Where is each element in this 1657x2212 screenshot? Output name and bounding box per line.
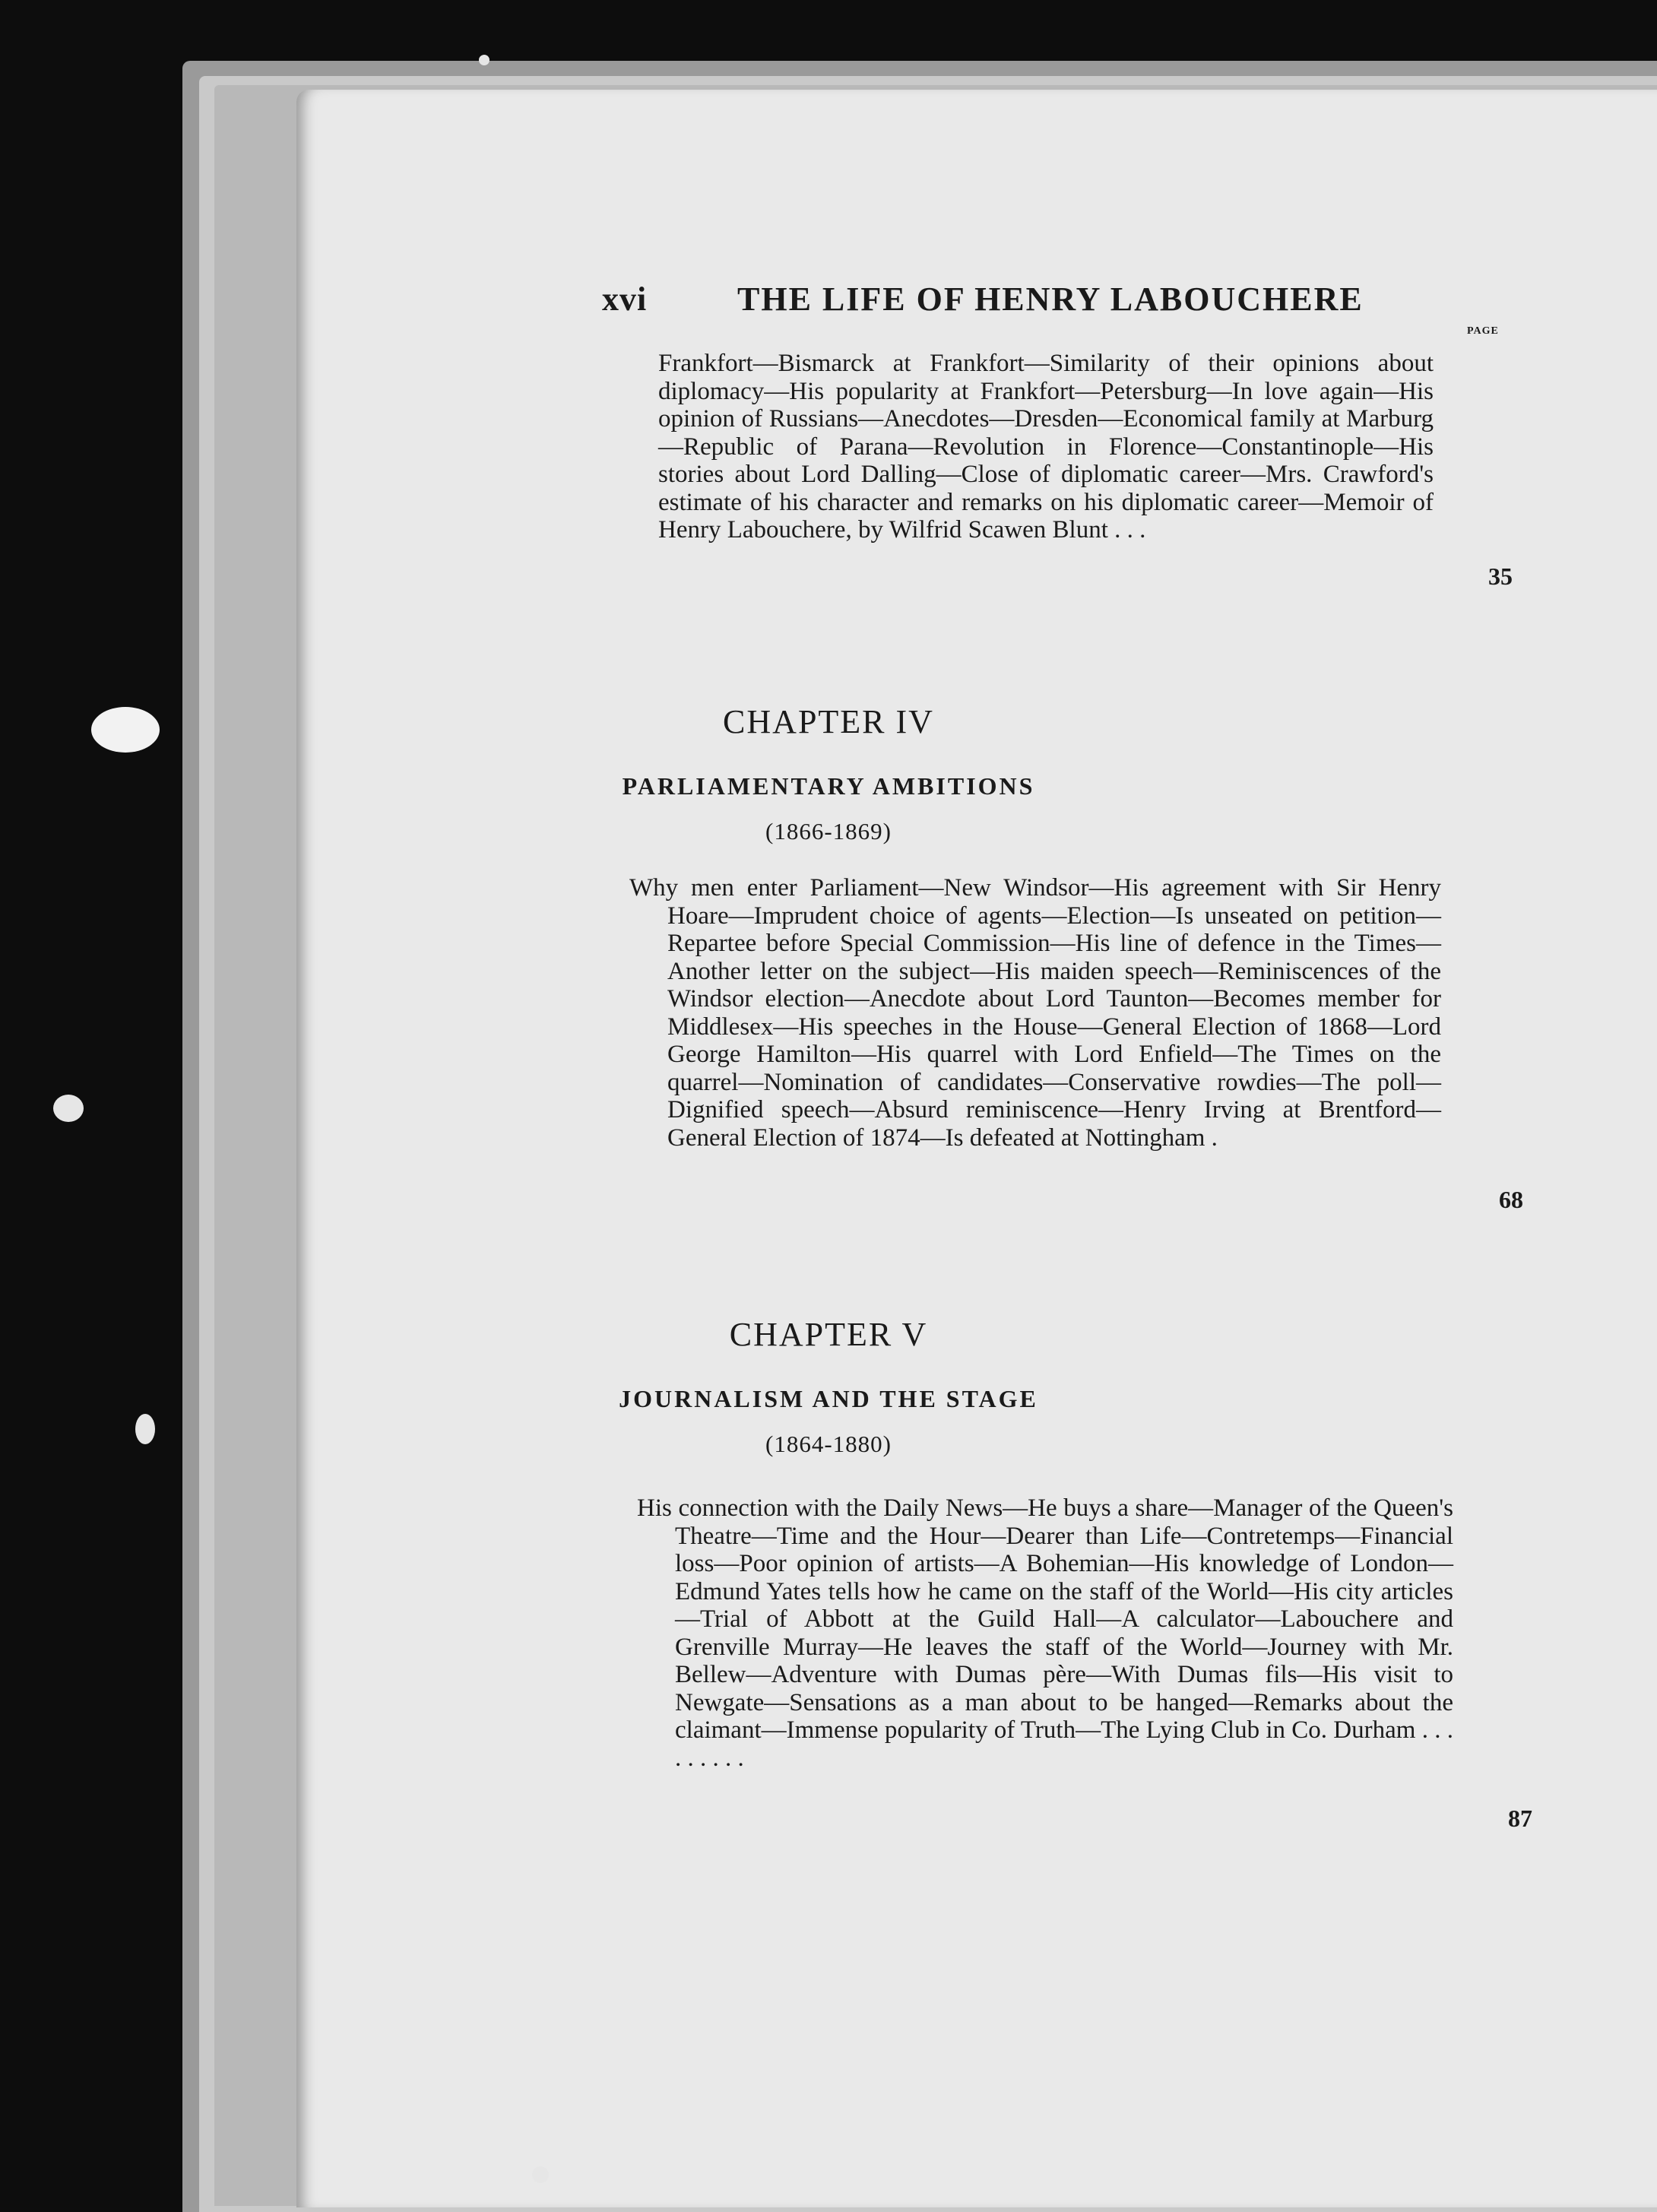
chapter-summary-text: Why men enter Parliament—New Windsor—His agreement with Sir Henry Hoare—Imprudent choice of agents—Election—Is unseated on petition—Repartee before Special Commission—His line of defence in the Times—Another letter on the subject—His maiden speech—Reminiscences of the Windsor election—Anecdote about Lord Taunton—Becomes member for Middlesex—His speeches in the House—General Election of 1868—Lord George Hamilton—His quarrel with Lord Enfield—The Times on the quarrel—Nomination of candidates—Conservative rowdies—The poll—Dignified speech—Absurd reminiscence—Henry Irving at Brentford—General Election of 1874—Is defeated at Nottingham . [629, 874, 1441, 1152]
running-title: THE LIFE OF HENRY LABOUCHERE [737, 280, 1364, 318]
chapter-v-dates: (1864-1880) [765, 1431, 892, 1457]
page-folio: xvi [602, 280, 648, 318]
chapter-iv-title: PARLIAMENTARY AMBITIONS [622, 772, 1035, 800]
film-speck [479, 55, 489, 65]
chapter-summary-text: Frankfort—Bismarck at Frankfort—Similarity of their opinions about diplomacy—His popularity at Frankfort—Petersburg—In love again—His opinion of Russians—Anecdotes—Dresden—Economical family at Marburg—Republic of Parana—Revolution in Florence—Constantinople—His stories about Lord Dalling—Close of diplomatic career—Mrs. Crawford's estimate of his character and remarks on his diplomatic career—Memoir of Henry Labouchere, by Wilfrid Scawen Blunt . . . [658, 350, 1434, 543]
chapter-iii-summary [658, 350, 1434, 544]
running-head [0, 280, 1657, 333]
chapter-iv-dates: (1866-1869) [765, 818, 892, 845]
chapter-iv-page-number: 68 [1499, 1186, 1523, 1213]
chapter-v-title: JOURNALISM AND THE STAGE [619, 1385, 1038, 1412]
film-speck [532, 2166, 549, 2183]
film-speck [53, 1095, 84, 1122]
chapter-v-number: CHAPTER V [729, 1316, 928, 1353]
chapter-v-summary [637, 1494, 1453, 1772]
chapter-summary-text: His connection with the Daily News—He buys a share—Manager of the Queen's Theatre—Time and the Hour—Dearer than Life—Contretemps—Financial loss—Poor opinion of artists—A Bohemian—His knowledge of London—Edmund Yates tells how he came on the staff of the World—His city articles—Trial of Abbott at the Guild Hall—A calculator—Labouchere and Grenville Murray—He leaves the staff of the World—Journey with Mr. Bellew—Adventure with Dumas père—With Dumas fils—His visit to Newgate—Sensations as a man about to be hanged—Remarks about the claimant—Immense popularity of Truth—The Lying Club in Co. Durham . . . . . . . . . [637, 1494, 1453, 1772]
chapter-v-page-number: 87 [1508, 1805, 1532, 1832]
chapter-iii-page-number: 35 [1488, 563, 1513, 590]
chapter-iv-summary [629, 874, 1441, 1152]
page-column-label: PAGE [1467, 325, 1499, 337]
chapter-iv-number: CHAPTER IV [723, 703, 934, 740]
